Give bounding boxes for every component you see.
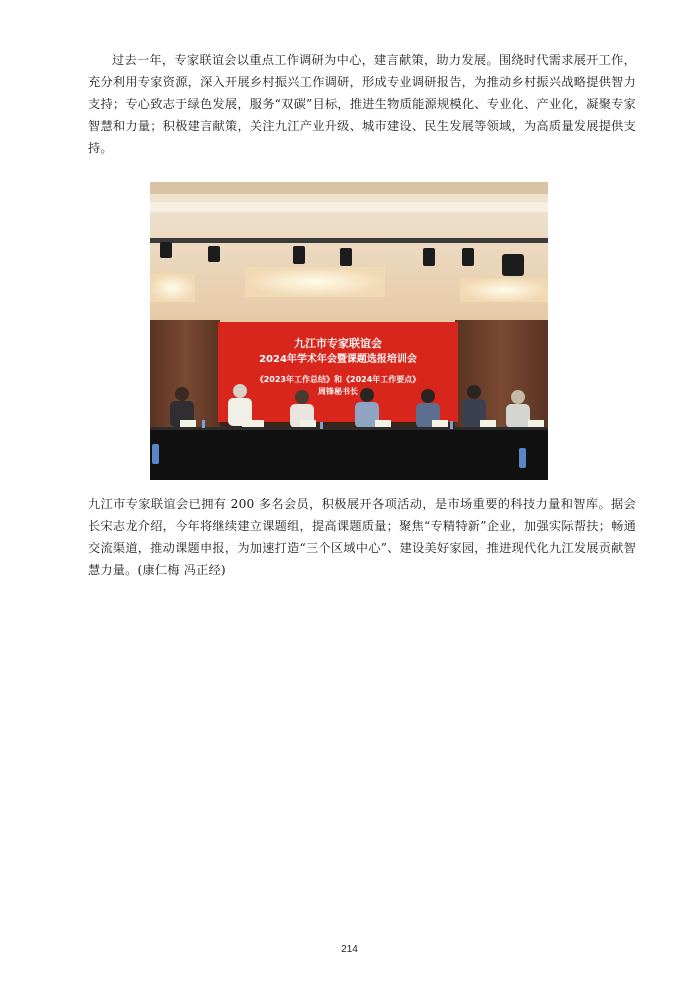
screen-topic: 《2023年工作总结》和《2024年工作要点》 [255,375,421,384]
lighting-truss [150,238,548,243]
page-number: 214 [341,944,358,955]
chandelier [245,267,385,297]
meeting-photo [150,182,548,480]
screen-subtitle: 2024年学术年会暨课题选报培训会 [259,354,417,365]
conference-table [150,427,548,480]
membership-paragraph: 九江市专家联谊会已拥有 200 多名会员，积极展开各项活动，是市场重要的科技力量和智库。据会长宋志龙介绍，今年将继续建立课题组，提高课题质量；聚焦“专精特新”企业，加强实际帮扶；畅通交流渠道，推动课题申报，为加速打造“三个区域中心”、建设美好家园，推进现代化九江发展贡献智慧力量。(康仁梅 冯正经) [88,497,636,577]
screen-speaker: 周锋秘书长 [318,387,358,396]
screen-title: 九江市专家联谊会 [294,337,382,350]
intro-paragraph: 过去一年，专家联谊会以重点工作调研为中心，建言献策，助力发展。围绕时代需求展开工作，充分利用专家资源，深入开展乡村振兴工作调研，形成专业调研报告，为推动乡村振兴战略提供智力支持；专心致志于绿色发展，服务“双碳”目标，推进生物质能源规模化、专业化、产业化，凝聚专家智慧和力量；积极建言献策，关注九江产业升级、城市建设、民生发展等领域，为高质量发展提供支持。 [88,53,636,155]
